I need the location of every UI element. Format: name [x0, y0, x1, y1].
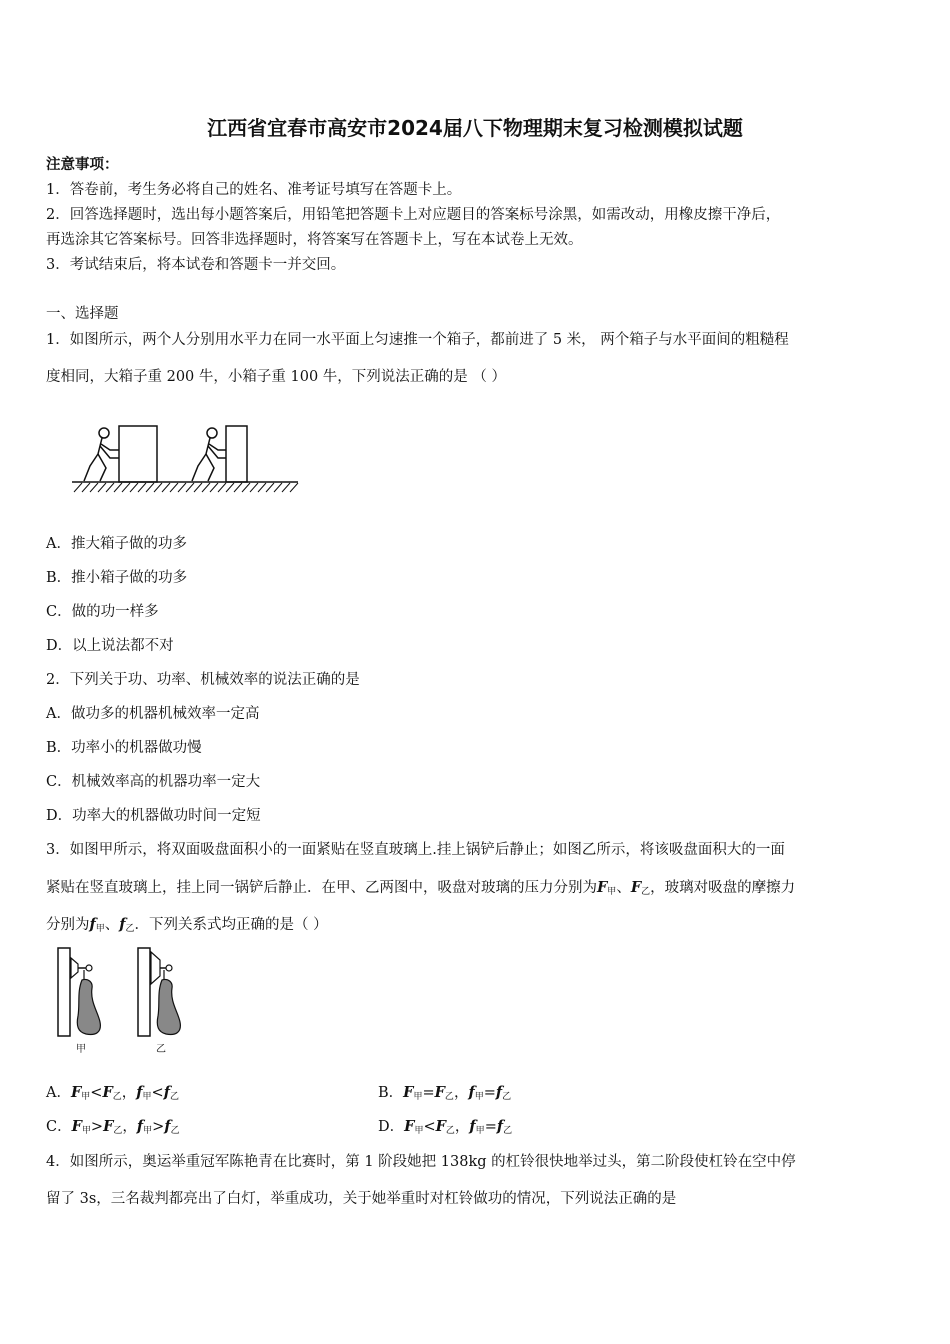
q1-stem-line1: 1．如图所示，两个人分别用水平力在同一水平面上匀速推一个箱子，都前进了 5 米， 两个箱子与水平面间的粗糙程 [46, 332, 789, 348]
q2-option-c: C．机械效率高的机器功率一定大 [46, 774, 261, 790]
q2-option-b: B．功率小的机器做功慢 [46, 740, 202, 756]
page-title: 江西省宜春市高安市2024届八下物理期末复习检测模拟试题 [207, 116, 743, 140]
notice-item: 再选涂其它答案标号。回答非选择题时，将答案写在答题卡上，写在本试卷上无效。 [46, 232, 583, 248]
q4-stem-line1: 4．如图所示，奥运举重冠军陈艳青在比赛时，第 1 阶段她把 138kg 的杠铃很快地举过头，第二阶段使杠铃在空中停 [46, 1154, 796, 1170]
q3-option-d: D．$F_甲<F_乙$，$f_甲=f_乙$ [378, 1118, 513, 1136]
q3-option-a: A．$F_甲<F_乙$，$f_甲<f_乙$ [46, 1084, 179, 1102]
notice-item: 2．回答选择题时，选出每小题答案后，用铅笔把答题卡上对应题目的答案标号涂黑，如需改动，用橡皮擦干净后， [46, 207, 781, 223]
q4-stem-line2: 留了 3s，三名裁判都亮出了白灯，举重成功，关于她举重时对杠铃做功的情况，下列说法正确的是 [46, 1191, 677, 1207]
q3-suction-cup-figure [52, 944, 192, 1056]
fig-label-jia: 甲 [76, 1044, 86, 1055]
q3-option-c: C．$F_甲>F_乙$，$f_甲>f_乙$ [46, 1118, 180, 1136]
q2-stem: 2．下列关于功、功率、机械效率的说法正确的是 [46, 672, 360, 688]
q3-stem-line2: 紧贴在竖直玻璃上，挂上同一锅铲后静止．在甲、乙两图中，吸盘对玻璃的压力分别为$F_甲$、$F_乙$，玻璃对吸盘的摩擦力 [46, 879, 796, 897]
q3-stem-line1: 3．如图甲所示，将双面吸盘面积小的一面紧贴在竖直玻璃上.挂上锅铲后静止；如图乙所示，将该吸盘面积大的一面 [46, 842, 785, 858]
q1-option-c: C．做的功一样多 [46, 604, 159, 620]
q2-option-d: D．功率大的机器做功时间一定短 [46, 808, 261, 824]
notice-item: 3．考试结束后，将本试卷和答题卡一并交回。 [46, 257, 346, 273]
fig-label-yi: 乙 [156, 1044, 166, 1055]
q1-option-d: D．以上说法都不对 [46, 638, 174, 654]
q1-option-b: B．推小箱子做的功多 [46, 570, 188, 586]
q3-stem-line3: 分别为$f_甲$、$f_乙$．下列关系式均正确的是（ ） [46, 916, 328, 934]
notice-item: 1．答卷前，考生务必将自己的姓名、准考证号填写在答题卡上。 [46, 182, 462, 198]
q3-option-b: B．$F_甲=F_乙$，$f_甲=f_乙$ [378, 1084, 512, 1102]
q1-pushing-boxes-figure [70, 420, 302, 498]
q1-option-a: A．推大箱子做的功多 [46, 536, 187, 552]
section-heading: 一、选择题 [46, 306, 119, 322]
q2-option-a: A．做功多的机器机械效率一定高 [46, 706, 260, 722]
q1-stem-line2: 度相同，大箱子重 200 牛，小箱子重 100 牛，下列说法正确的是 （ ） [46, 369, 507, 385]
notice-heading: 注意事项： [46, 156, 119, 173]
